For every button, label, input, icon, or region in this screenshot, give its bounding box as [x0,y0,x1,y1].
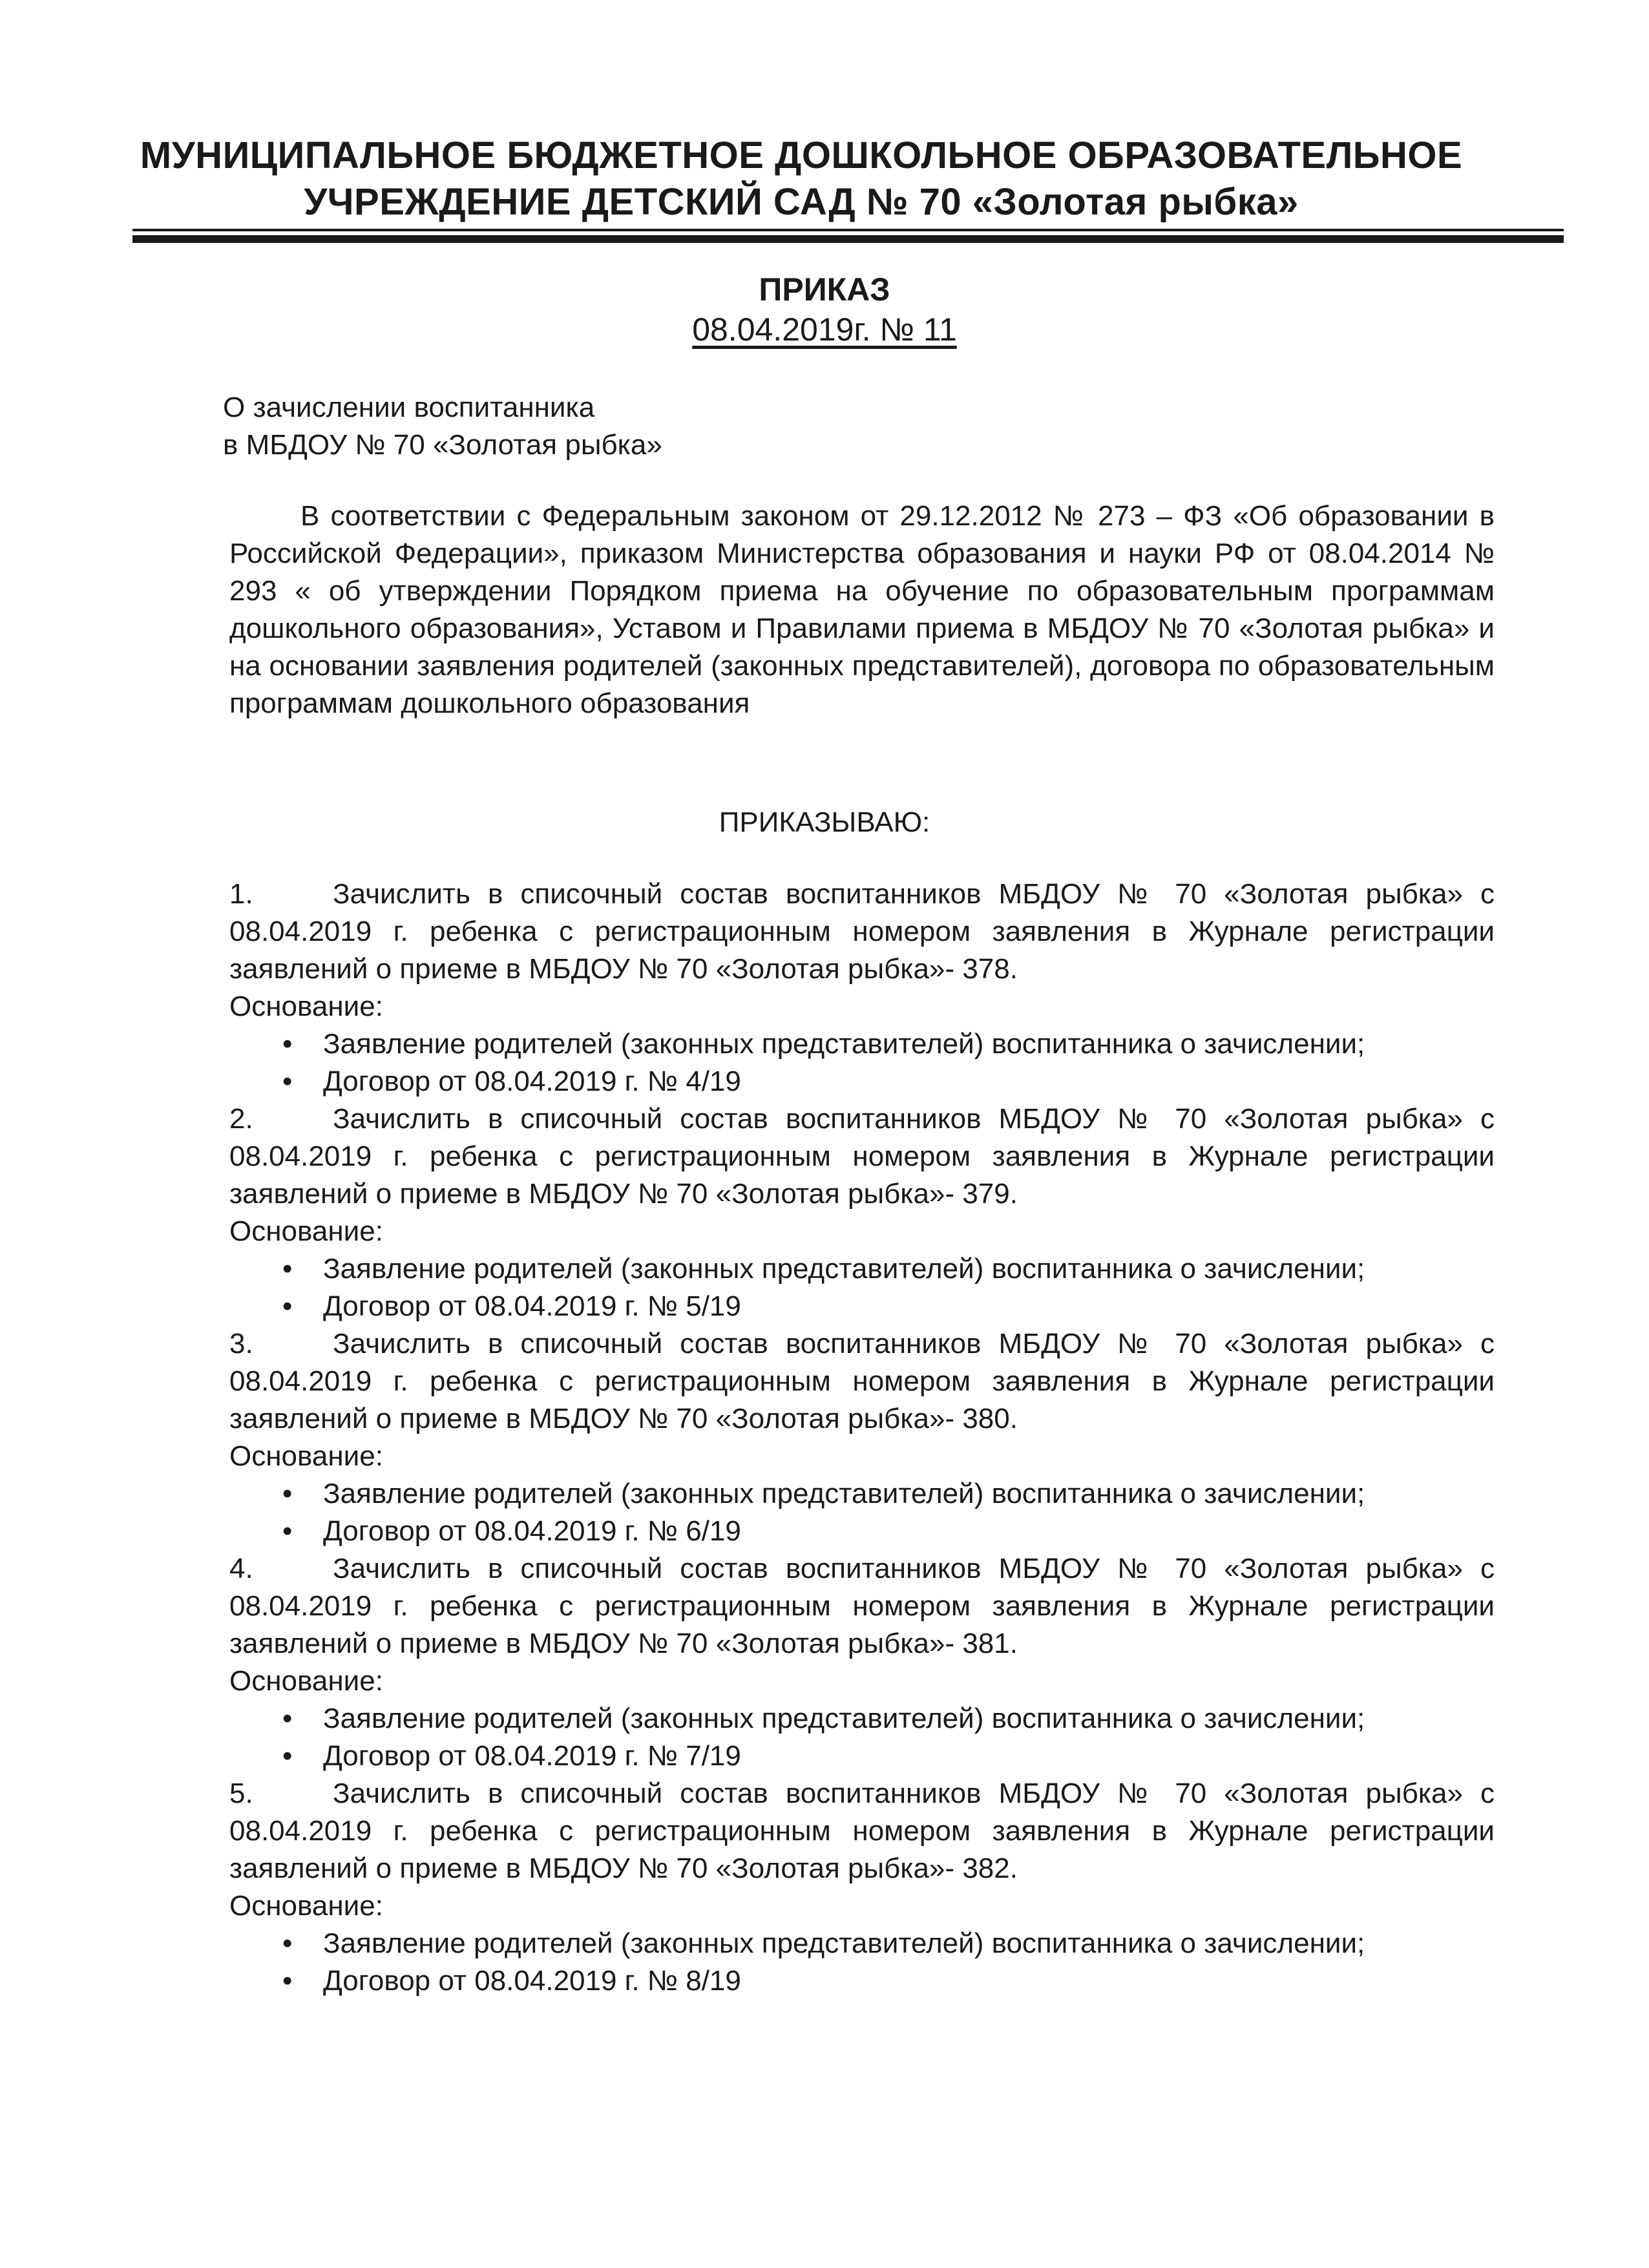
basis-label: Основание: [229,1665,383,1697]
order-item [229,876,1495,1100]
bullet-icon: • [282,1965,293,1997]
bullet-icon: • [282,1028,293,1060]
document-title: ПРИКАЗ [759,271,890,308]
basis-list [229,1700,1495,1775]
bullet-icon: • [282,1703,293,1734]
basis-list-item [229,1962,1495,2000]
basis-list-item [229,1288,1495,1325]
basis-list [229,1025,1495,1100]
bullet-icon: • [282,1740,293,1772]
basis-text: Заявление родителей (законных представителей) воспитанника о зачислении; [323,1703,1365,1734]
organization-name-line2: УЧРЕЖДЕНИЕ ДЕТСКИЙ САД № 70 «Золотая рыбка» [304,181,1299,223]
basis-list [229,1925,1495,2000]
order-item-text: Зачислить в списочный состав воспитанников МБДОУ № 70 «Золотая рыбка» с 08.04.2019 г. ребенка с регистрационным номером заявления в Журнале регистрации заявлений о приеме в МБДОУ № 70 «Золотая рыбка»- 382. [229,1778,1495,1884]
order-item-text: Зачислить в списочный состав воспитанников МБДОУ № 70 «Золотая рыбка» с 08.04.2019 г. ребенка с регистрационным номером заявления в Журнале регистрации заявлений о приеме в МБДОУ № 70 «Золотая рыбка»- 379. [229,1103,1495,1210]
basis-list-item [229,1925,1495,1962]
document-number-text: 08.04.2019г. № 11 [692,311,957,348]
order-subject [223,389,662,464]
bullet-icon: • [282,1515,293,1547]
basis-list-item [229,1513,1495,1550]
basis-list-item [229,1738,1495,1775]
basis-list [229,1475,1495,1550]
basis-text: Договор от 08.04.2019 г. № 8/19 [323,1965,741,1997]
order-item-paragraph [229,1100,1495,1213]
order-item-number: 5. [229,1778,253,1809]
order-item [229,1775,1495,2000]
basis-text: Заявление родителей (законных представителей) воспитанника о зачислении; [323,1478,1365,1509]
basis-list-item [229,1250,1495,1288]
bullet-icon: • [282,1066,293,1097]
basis-text: Договор от 08.04.2019 г. № 7/19 [323,1740,741,1772]
basis-text: Заявление родителей (законных представителей) воспитанника о зачислении; [323,1927,1365,1959]
order-directive: ПРИКАЗЫВАЮ: [719,806,930,838]
order-item-number: 2. [229,1103,253,1135]
order-item-text: Зачислить в списочный состав воспитанников МБДОУ № 70 «Золотая рыбка» с 08.04.2019 г. ребенка с регистрационным номером заявления в Журнале регистрации заявлений о приеме в МБДОУ № 70 «Золотая рыбка»- 381. [229,1553,1495,1659]
document-number [0,310,1649,349]
basis-text: Заявление родителей (законных представителей) воспитанника о зачислении; [323,1028,1365,1060]
bullet-icon: • [282,1290,293,1322]
bullet-icon: • [282,1478,293,1509]
order-item [229,1325,1495,1550]
basis-label: Основание: [229,1890,383,1922]
basis-text: Договор от 08.04.2019 г. № 4/19 [323,1066,741,1097]
bullet-icon: • [282,1253,293,1285]
basis-list-item [229,1025,1495,1063]
order-item [229,1100,1495,1325]
basis-label: Основание: [229,1440,383,1472]
preamble-paragraph: В соответствии с Федеральным законом от 29.12.2012 № 273 – ФЗ «Об образовании в Российской Федерации», приказом Министерства образования и науки РФ от 08.04.2014 № 293 « об утверждении Порядком приема на обучение по образовательным программам дошкольного образования», Уставом и Правилами приема в МБДОУ № 70 «Золотая рыбка» и на основании заявления родителей (законных представителей), договора по образовательным программам дошкольного образования [229,500,1495,719]
organization-name-line1: МУНИЦИПАЛЬНОЕ БЮДЖЕТНОЕ ДОШКОЛЬНОЕ ОБРАЗОВАТЕЛЬНОЕ [140,134,1463,176]
order-item-paragraph [229,1775,1495,1887]
order-item-number: 1. [229,878,253,910]
subject-line1: О зачислении воспитанника [223,392,595,423]
subject-line2: в МБДОУ № 70 «Золотая рыбка» [223,429,662,461]
order-item [229,1550,1495,1775]
bullet-icon: • [282,1927,293,1959]
order-item-number: 3. [229,1328,253,1360]
basis-list-item [229,1700,1495,1738]
order-item-text: Зачислить в списочный состав воспитанников МБДОУ № 70 «Золотая рыбка» с 08.04.2019 г. ребенка с регистрационным номером заявления в Журнале регистрации заявлений о приеме в МБДОУ № 70 «Золотая рыбка»- 380. [229,1328,1495,1434]
basis-label: Основание: [229,991,383,1022]
header-divider-thin [132,229,1564,231]
basis-text: Договор от 08.04.2019 г. № 6/19 [323,1515,741,1547]
order-item-paragraph [229,1550,1495,1663]
order-item-number: 4. [229,1553,253,1584]
basis-list-item [229,1063,1495,1100]
header-divider-thick [132,235,1564,243]
order-item-text: Зачислить в списочный состав воспитанников МБДОУ № 70 «Золотая рыбка» с 08.04.2019 г. ребенка с регистрационным номером заявления в Журнале регистрации заявлений о приеме в МБДОУ № 70 «Золотая рыбка»- 378. [229,878,1495,985]
basis-label: Основание: [229,1215,383,1247]
basis-list [229,1250,1495,1325]
order-item-paragraph [229,1325,1495,1438]
basis-text: Заявление родителей (законных представителей) воспитанника о зачислении; [323,1253,1365,1285]
order-item-paragraph [229,876,1495,988]
basis-text: Договор от 08.04.2019 г. № 5/19 [323,1290,741,1322]
basis-list-item [229,1475,1495,1513]
